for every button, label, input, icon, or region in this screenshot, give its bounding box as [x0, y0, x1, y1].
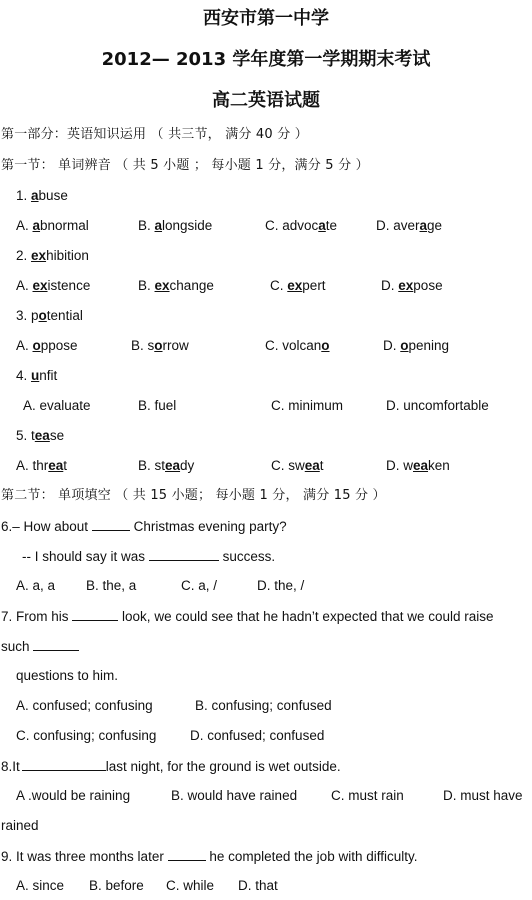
answer-blank — [92, 517, 130, 531]
question-1-option-c: C. advocate — [265, 218, 338, 233]
question-6-line1: 6.– How about Christmas evening party? — [1, 519, 287, 534]
question-5-option-b: B. steady — [138, 458, 195, 473]
question-6-option-c: C. a, / — [181, 578, 218, 593]
question-3-word: 3. potential — [16, 308, 83, 323]
question-5-option-c: C. sweat — [271, 458, 324, 473]
question-7-line2: such — [1, 637, 79, 656]
question-8-option-c: C. must rain — [331, 788, 404, 803]
question-8-option-b: B. would have rained — [171, 788, 298, 803]
answer-blank — [72, 607, 118, 621]
answer-blank — [168, 847, 206, 861]
question-7-option-c: C. confusing; confusing — [16, 728, 157, 743]
question-1-option-d: D. average — [376, 218, 443, 233]
question-1-option-b: B. alongside — [138, 218, 213, 233]
question-3-option-b: B. sorrow — [131, 338, 189, 353]
question-4-option-a: A. evaluate — [23, 398, 91, 413]
question-9-line1: 9. It was three months later he completed the job with difficulty. — [1, 849, 418, 864]
question-8-option-a: A .would be raining — [16, 788, 131, 803]
question-6-option-b: B. the, a — [86, 578, 137, 593]
question-7-option-d: D. confused; confused — [190, 728, 325, 743]
section2-title: 第二节： 单项填空 （ 共 15 小题； 每小题 1 分， 满分 15 分 ） — [1, 488, 386, 503]
question-3-option-a: A. oppose — [16, 338, 78, 353]
question-2-option-c: C. expert — [270, 278, 326, 293]
school-title: 西安市第一中学 — [203, 8, 329, 29]
question-7-line1: 7. From his look, we could see that he hadn’t expected that we could raise — [1, 609, 494, 624]
question-4-option-d: D. uncomfortable — [386, 398, 489, 413]
question-5-word: 5. tease — [16, 428, 65, 443]
question-5-option-a: A. threat — [16, 458, 68, 473]
question-8-option-d: D. must have — [443, 788, 523, 803]
answer-blank — [149, 547, 219, 561]
question-6-line2: -- I should say it was success. — [22, 549, 276, 564]
question-1-word: 1. abuse — [16, 188, 68, 203]
question-1-option-a: A. abnormal — [16, 218, 89, 233]
question-7-line3: questions to him. — [16, 668, 119, 683]
question-number: 1. — [16, 188, 28, 203]
question-4-option-b: B. fuel — [138, 398, 177, 413]
part1-title: 第一部分：英语知识运用 （ 共三节， 满分 40 分 ） — [1, 127, 308, 142]
exam-title: 2012— 2013 学年度第一学期期末考试 — [101, 49, 431, 70]
question-6-option-a: A. a, a — [16, 578, 56, 593]
question-2-word: 2. exhibition — [16, 248, 89, 263]
answer-blank — [22, 757, 106, 771]
question-5-option-d: D. weaken — [386, 458, 450, 473]
question-4-word: 4. unfit — [16, 368, 58, 383]
question-9-option-b: B. before — [89, 878, 144, 893]
question-9-option-c: C. while — [166, 878, 215, 893]
question-4-option-c: C. minimum — [271, 398, 344, 413]
question-3-option-d: D. opening — [383, 338, 450, 353]
question-9-option-d: D. that — [238, 878, 278, 893]
question-6-option-d: D. the, / — [257, 578, 305, 593]
question-3-option-c: C. volcano — [265, 338, 330, 353]
subject-title: 高二英语试题 — [212, 90, 320, 111]
question-7-option-a: A. confused; confusing — [16, 698, 153, 713]
question-2-option-a: A. existence — [16, 278, 91, 293]
answer-blank — [33, 637, 79, 651]
section1-title: 第一节： 单词辨音 （ 共 5 小题 ； 每小题 1 分，满分 5 分 ） — [1, 158, 369, 173]
question-9-option-a: A. since — [16, 878, 65, 893]
question-8-option-d-wrap: rained — [1, 818, 39, 833]
question-2-option-b: B. exchange — [138, 278, 214, 293]
question-8-line1: 8.It last night, for the ground is wet outside. — [1, 759, 341, 774]
question-7-option-b: B. confusing; confused — [195, 698, 332, 713]
question-2-option-d: D. expose — [381, 278, 443, 293]
